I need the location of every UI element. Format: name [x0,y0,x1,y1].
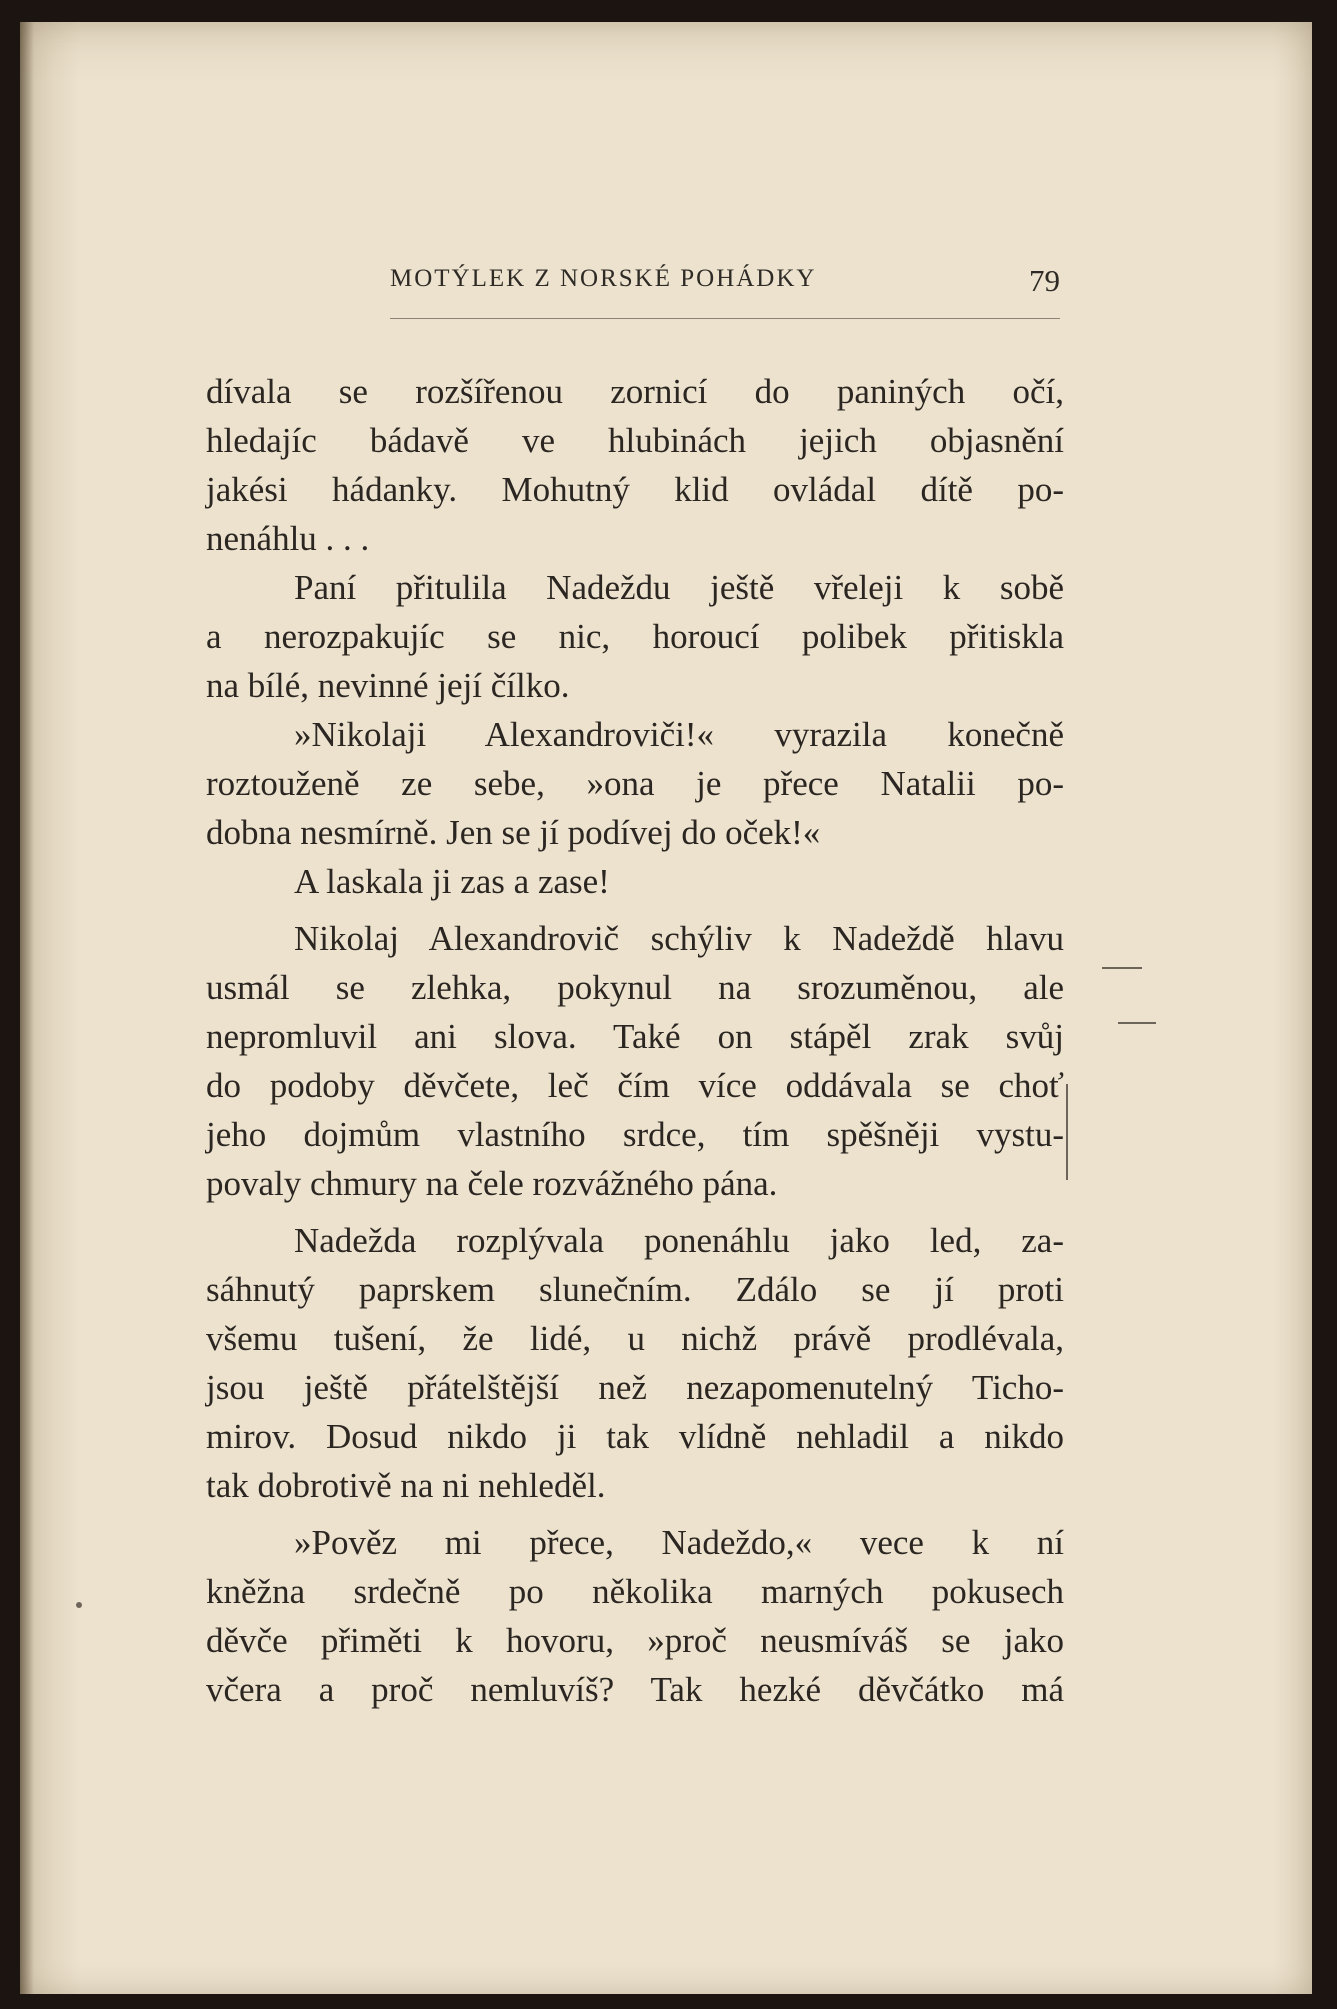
text-line: usmál se zlehka, pokynul na srozuměnou, ale [206,968,1064,1007]
text-line: tak dobrotivě na ni nehleděl. [206,1466,606,1505]
text-line: dobna nesmírně. Jen se jí podívej do oček!« [206,813,821,852]
page-sheet [20,22,1312,1994]
text-line: povaly chmury na čele rozvážného pána. [206,1164,778,1203]
paragraph [206,1216,1064,1510]
running-title: MOTÝLEK Z NORSKÉ POHÁDKY [390,265,817,292]
text-line: nenáhlu . . . [206,519,370,558]
text-line: a nerozpakujíc se nic, horoucí polibek přitiskla [206,617,1064,656]
text-line: jeho dojmům vlastního srdce, tím spěšněji vystu- [206,1115,1064,1154]
text-line: hledajíc bádavě ve hlubinách jejich objasnění [206,421,1064,460]
text-line: všemu tušení, že lidé, u nichž právě prodlévala, [206,1319,1064,1358]
text-line: mirov. Dosud nikdo ji tak vlídně nehladil a nikdo [206,1417,1064,1456]
paragraph-gap [206,1208,1064,1216]
body-text [206,367,1064,1714]
text-line: jsou ještě přátelštější než nezapomenutelný Ticho- [206,1368,1064,1407]
paragraph [206,914,1064,1208]
binding-shadow [20,22,34,1994]
text-line: roztouženě ze sebe, »ona je přece Natalii po- [206,764,1064,803]
header-rule [390,318,1060,319]
text-line: do podoby děvčete, leč čím více oddávala se choť [206,1066,1064,1105]
margin-mark [1066,1084,1068,1180]
text-line: A laskala ji zas a zase! [294,862,610,901]
text-line: »Nikolaji Alexandroviči!« vyrazila konečně [294,715,1064,754]
text-line: sáhnutý paprskem slunečním. Zdálo se jí proti [206,1270,1064,1309]
text-line: Nikolaj Alexandrovič schýliv k Nadeždě hlavu [294,919,1064,958]
text-line: dívala se rozšířenou zornicí do paniných očí, [206,372,1064,411]
paragraph-gap [206,1510,1064,1518]
text-line: včera a proč nemluvíš? Tak hezké děvčátko má [206,1670,1064,1709]
text-line: na bílé, nevinné její čílko. [206,666,570,705]
paragraph [206,367,1064,563]
text-line: Paní přitulila Nadeždu ještě vřeleji k sobě [294,568,1064,607]
text-line: nepromluvil ani slova. Také on stápěl zrak svůj [206,1017,1064,1056]
paragraph [206,563,1064,710]
paragraph [206,710,1064,857]
margin-mark [1118,1022,1156,1024]
margin-mark [1102,967,1142,969]
text-line: Nadežda rozplývala ponenáhlu jako led, za- [294,1221,1064,1260]
paragraph-gap [206,906,1064,914]
text-line: jakési hádanky. Mohutný klid ovládal dítě po- [206,470,1064,509]
page-number: 79 [1029,263,1060,298]
text-line: kněžna srdečně po několika marných pokusech [206,1572,1064,1611]
paragraph [206,1518,1064,1714]
running-head [390,265,1070,301]
paragraph [206,857,1064,906]
text-line: děvče přiměti k hovoru, »proč neusmíváš se jako [206,1621,1064,1660]
text-line: »Pověz mi přece, Nadeždo,« vece k ní [294,1523,1064,1562]
margin-mark [76,1602,82,1608]
